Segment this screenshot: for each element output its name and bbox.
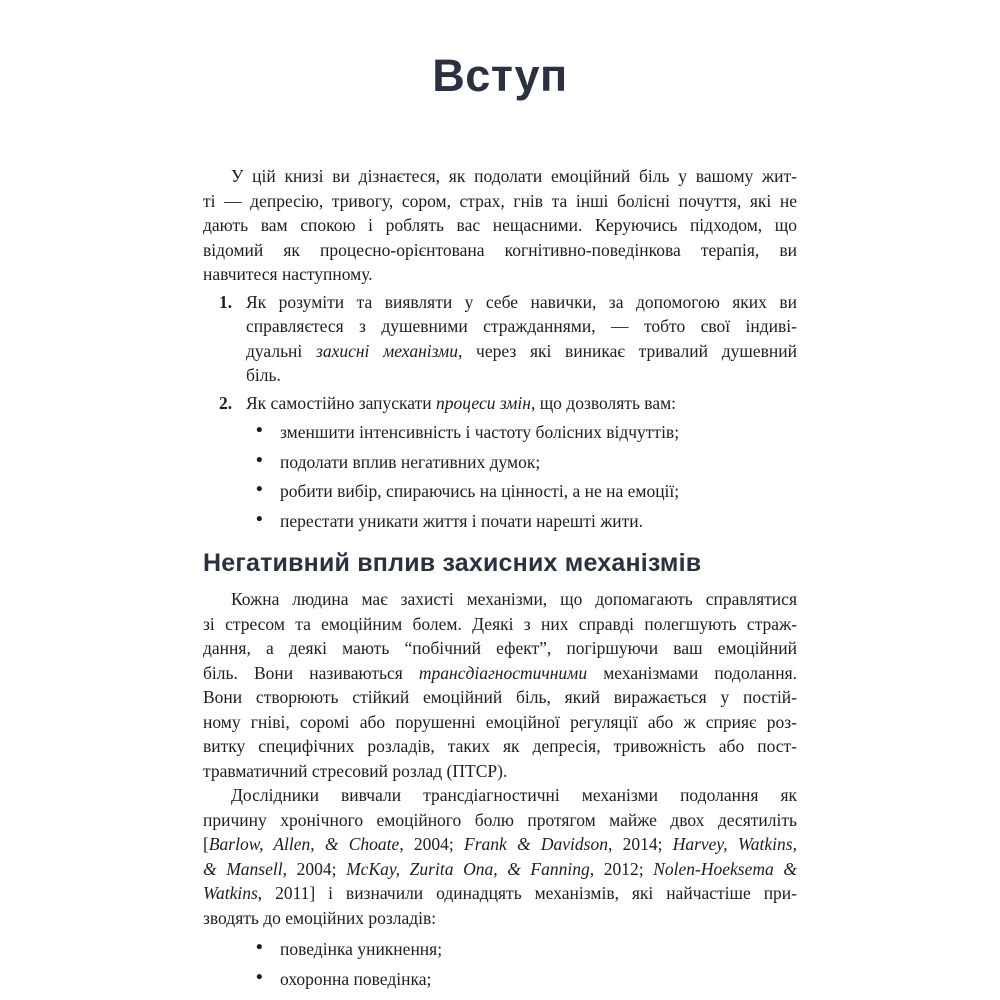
page-title: Вступ: [432, 50, 568, 101]
text-line: дуальні захисні механізми, через які виникає тривалий душевний: [246, 340, 797, 361]
text-line: & Mansell, 2004; McKay, Zurita Ona, & Fanning, 2012; Nolen-Hoeksema &: [203, 858, 797, 879]
text-line: Як розуміти та виявляти у себе навички, за допомогою яких ви: [246, 291, 797, 312]
numbered-item-2: [203, 391, 797, 416]
intro-paragraph: [203, 164, 797, 287]
numbered-item-1-marker: 1.: [219, 291, 233, 312]
text-line: причину хронічного емоційного болю протягом майже двох десятиліть: [203, 809, 797, 830]
bullet-icon: •: [256, 937, 263, 958]
text-line: У цій книзі ви дізнаєтеся, як подолати емоційний біль у вашому жит-: [231, 166, 797, 186]
change-process-bullets: [203, 420, 797, 533]
bullet-item: [203, 967, 797, 992]
text-line: зводять до емоційних розладів:: [203, 907, 437, 928]
bullet-item: [203, 937, 797, 962]
text-line: Як самостійно запускати процеси змін, що дозволять вам:: [246, 392, 677, 413]
numbered-list: [203, 290, 797, 534]
numbered-item-1: [203, 290, 797, 388]
section-heading: Негативний вплив захисних механізмів: [203, 549, 702, 577]
text-line: [Barlow, Allen, & Choate, 2004; Frank & Davidson, 2014; Harvey, Watkins,: [203, 834, 797, 854]
bullet-text: зменшити інтенсивність і частоту болісних відчуттів;: [280, 422, 680, 442]
bullet-text: охоронна поведінка;: [280, 968, 432, 989]
text-line: навчитеся наступному.: [203, 264, 373, 284]
paragraph-coping-mechanisms: [203, 587, 797, 783]
bullet-text: поведінка уникнення;: [280, 939, 443, 959]
text-line: біль.: [246, 365, 281, 385]
text-line: ті — депресію, тривогу, сором, страх, гнів та інші болісні почуття, які не: [203, 190, 797, 211]
paragraph-researchers: [203, 783, 797, 930]
text-line: ному гніві, соромі або порушенні емоційної регуляції або ж сприяє роз-: [203, 711, 797, 732]
bullet-icon: •: [256, 420, 263, 441]
numbered-item-2-text: [246, 391, 797, 416]
bullet-item: [203, 450, 797, 475]
text-line: Вони створюють стійкий емоційний біль, який виражається у постій-: [203, 687, 797, 707]
bullet-icon: •: [256, 966, 263, 988]
numbered-item-2-marker: 2.: [219, 392, 233, 413]
text-line: Дослідники вивчали трансдіагностичні механізми подолання як: [231, 785, 797, 805]
bullet-icon: •: [256, 508, 263, 530]
text-line: відомий як процесно-орієнтована когнітивно-поведінкова терапія, ви: [203, 239, 797, 260]
text-line: дають вам спокою і роблять вас нещасними. Керуючись підходом, що: [203, 215, 797, 235]
text-line: дання, а деякі мають “побічний ефект”, погіршуючи ваш емоційний: [203, 638, 797, 658]
bullet-text: перестати уникати життя і почати нарешті жити.: [280, 510, 644, 531]
bullet-text: подолати вплив негативних думок;: [280, 451, 541, 472]
text-line: Кожна людина має захисті механізми, що допомагають справлятися: [231, 589, 797, 609]
text-line: травматичний стресовий розлад (ПТСР).: [203, 760, 508, 781]
text-line: витку специфічних розладів, таких як депресія, тривожність або пост-: [203, 736, 797, 756]
text-line: біль. Вони називаються трансдіагностичними механізмами подолання.: [203, 662, 798, 683]
mechanism-bullets: [203, 937, 797, 991]
bullet-icon: •: [256, 479, 263, 500]
text-line: зі стресом та емоційним болем. Деякі з них справді полегшують страж-: [203, 613, 797, 634]
bullet-item: [203, 479, 797, 504]
bullet-item: [203, 509, 797, 534]
book-page-content: [203, 0, 797, 991]
text-line: Watkins, 2011] і визначили одинадцять механізмів, які найчастіше при-: [203, 883, 797, 903]
bullet-icon: •: [256, 449, 263, 471]
numbered-item-1-text: [246, 290, 797, 388]
text-line: справляєтеся з душевними стражданнями, — тобто свої індиві-: [246, 316, 797, 336]
bullet-text: робити вибір, спираючись на цінності, а не на емоції;: [280, 481, 680, 501]
bullet-item: [203, 420, 797, 445]
